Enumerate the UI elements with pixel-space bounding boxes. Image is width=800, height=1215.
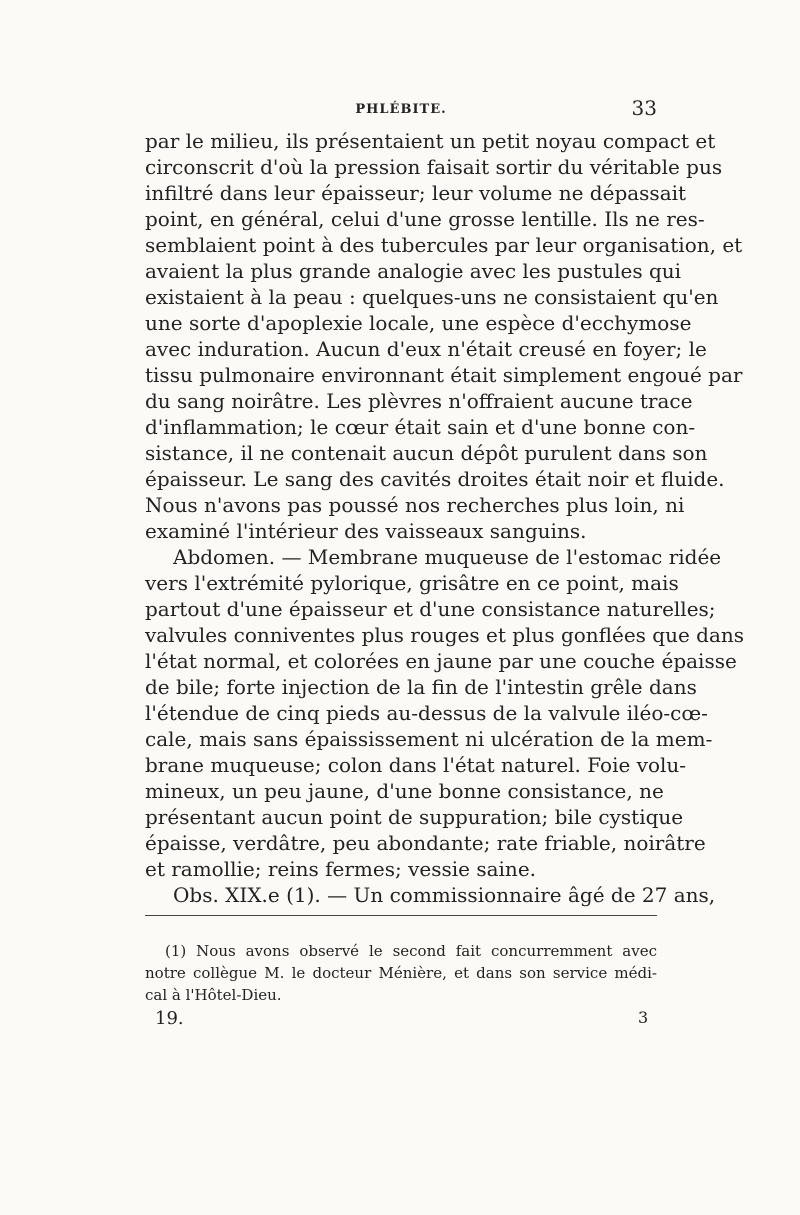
text-line: cale, mais sans épaississement ni ulcération de la mem- bbox=[145, 727, 713, 751]
text-line: mineux, un peu jaune, d'une bonne consistance, ne bbox=[145, 779, 664, 803]
body-text bbox=[145, 128, 745, 908]
text-line: partout d'une épaisseur et d'une consistance naturelles; bbox=[145, 597, 716, 621]
text-line: vers l'extrémité pylorique, grisâtre en ce point, mais bbox=[145, 571, 679, 595]
text-line: brane muqueuse; colon dans l'état naturel. Foie volu- bbox=[145, 753, 687, 777]
text-line: et ramollie; reins fermes; vessie saine. bbox=[145, 857, 537, 881]
text-line: de bile; forte injection de la fin de l'intestin grêle dans bbox=[145, 675, 697, 699]
text-line: circonscrit d'où la pression faisait sortir du véritable pus bbox=[145, 155, 723, 179]
text-line: l'état normal, et colorées en jaune par une couche épaisse bbox=[145, 649, 737, 673]
text-line: infiltré dans leur épaisseur; leur volume ne dépassait bbox=[145, 181, 687, 205]
signature-mark: 3 bbox=[638, 1008, 649, 1027]
running-title: PHLÉBITE. bbox=[355, 102, 447, 117]
footnote bbox=[145, 940, 657, 1006]
text-line: avec induration. Aucun d'eux n'était creusé en foyer; le bbox=[145, 337, 707, 361]
text-line: Abdomen. — Membrane muqueuse de l'estomac ridée bbox=[173, 545, 722, 569]
page-header bbox=[145, 96, 657, 124]
text-line: épaisse, verdâtre, peu abondante; rate friable, noirâtre bbox=[145, 831, 706, 855]
text-line: d'inflammation; le cœur était sain et d'une bonne con- bbox=[145, 415, 696, 439]
text-line: l'étendue de cinq pieds au-dessus de la valvule iléo-cœ- bbox=[145, 701, 708, 725]
text-line: Nous n'avons pas poussé nos recherches plus loin, ni bbox=[145, 493, 685, 517]
text-line: du sang noirâtre. Les plèvres n'offraient aucune trace bbox=[145, 389, 693, 413]
sheet-signature: 19. bbox=[155, 1008, 184, 1029]
text-line: présentant aucun point de suppuration; bile cystique bbox=[145, 805, 684, 829]
text-line: existaient à la peau : quelques-uns ne consistaient qu'en bbox=[145, 285, 719, 309]
text-line: Obs. XIX.e (1). — Un commissionnaire âgé de 27 ans, bbox=[173, 883, 716, 907]
footnote-line: (1) Nous avons observé le second fait concurremment avec bbox=[165, 942, 657, 960]
text-line: point, en général, celui d'une grosse lentille. Ils ne res- bbox=[145, 207, 705, 231]
text-line: par le milieu, ils présentaient un petit noyau compact et bbox=[145, 129, 716, 153]
footnote-line: notre collègue M. le docteur Ménière, et dans son service médi- bbox=[145, 964, 657, 982]
text-line: sistance, il ne contenait aucun dépôt purulent dans son bbox=[145, 441, 708, 465]
text-line: une sorte d'apoplexie locale, une espèce d'ecchymose bbox=[145, 311, 692, 335]
text-line: tissu pulmonaire environnant était simplement engoué par bbox=[145, 363, 743, 387]
text-line: valvules conniventes plus rouges et plus gonflées que dans bbox=[145, 623, 745, 647]
text-line: examiné l'intérieur des vaisseaux sanguins. bbox=[145, 519, 587, 543]
text-line: semblaient point à des tubercules par leur organisation, et bbox=[145, 233, 743, 257]
footnote-divider bbox=[145, 915, 657, 916]
text-line: épaisseur. Le sang des cavités droites était noir et fluide. bbox=[145, 467, 725, 491]
text-line: avaient la plus grande analogie avec les pustules qui bbox=[145, 259, 682, 283]
page-number: 33 bbox=[631, 96, 657, 120]
footnote-line: cal à l'Hôtel-Dieu. bbox=[145, 986, 282, 1004]
